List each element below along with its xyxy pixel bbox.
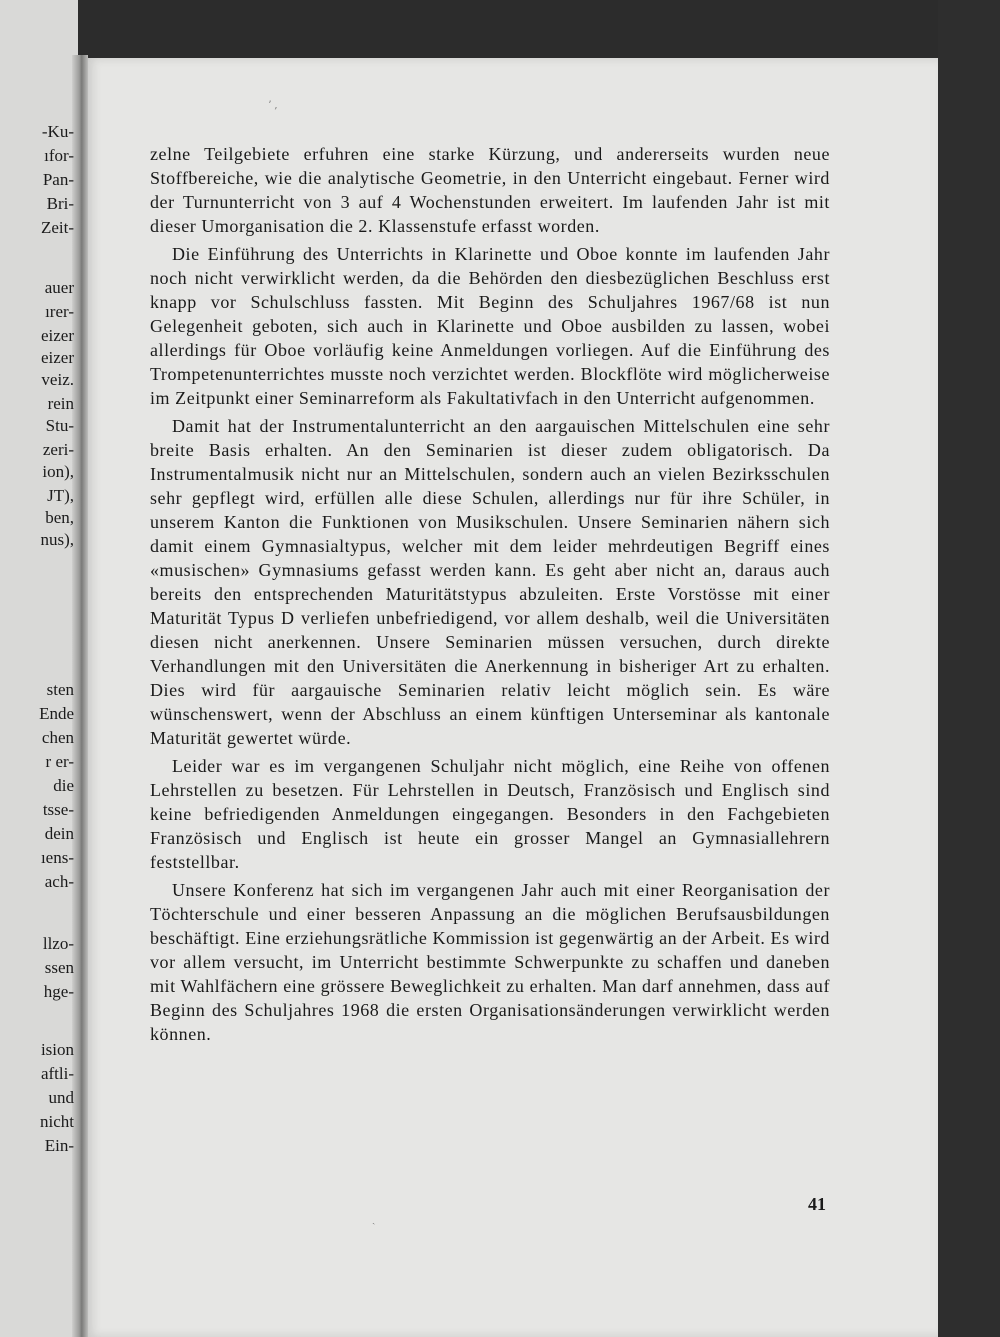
scan-speck: ʼ , <box>268 100 278 111</box>
left-fragment: Zeit- <box>40 218 74 237</box>
left-fragment: ıens- <box>40 848 74 867</box>
left-fragment: r er- <box>45 752 74 771</box>
left-fragment: ssen <box>44 958 74 977</box>
paragraph: Unsere Konferenz hat sich im vergangenen Jahr auch mit einer Reorganisation der Töchterschule und einer besseren Anpassung an die möglichen Berufsausbildungen beschäftigt. Eine erziehungsrätliche Kommission ist gegenwärtig an der Arbeit. Es wird vor allem versucht, im Unterricht bestimmte Schwerpunkte zu schaffen und daneben mit Wahlfächern eine grössere Beweglichkeit zu erhalten. Man darf annehmen, dass auf Beginn des Schuljahres 1968 die ersten Organisationsänderungen verwirklicht werden können. <box>150 880 830 1044</box>
paragraph: Die Einführung des Unterrichts in Klarinette und Oboe konnte im laufenden Jahr noch nicht verwirklicht werden, da die Behörden den diesbezüglichen Beschluss erst knapp vor Schulschluss fassten. Mit Beginn des Schuljahres 1967/68 ist nun Gelegenheit geboten, sich auch in Klarinette und Oboe ausbilden zu lassen, wobei allerdings für Oboe vorläufig keine Anmeldungen vorliegen. Auf die Einführung des Trompetenunterrichtes musste noch verzichtet werden. Blockflöte wird möglicherweise im Zeitpunkt einer Seminarreform als Fakultativfach in den Unterricht aufgenommen. <box>150 244 830 408</box>
left-fragment: zeri- <box>42 440 74 459</box>
left-fragment: hge- <box>43 982 74 1001</box>
page-number: 41 <box>808 1194 826 1214</box>
scan-background-top <box>78 0 1000 58</box>
scan-background-right <box>938 0 1000 1337</box>
left-fragment: ision <box>40 1040 74 1059</box>
left-fragment: und <box>48 1088 74 1107</box>
left-fragment: Pan- <box>42 170 74 189</box>
book-gutter <box>72 55 88 1337</box>
left-fragment: -Ku- <box>41 122 74 141</box>
left-fragment: eizer <box>40 348 74 367</box>
paragraph: Damit hat der Instrumentalunterricht an den aargauischen Mittelschulen eine sehr breite Basis erhalten. An den Seminarien ist dieser zudem obligatorisch. Da Instrumentalmusik nicht nur an Mittelschulen, sondern auch an vielen Bezirksschulen sehr gepflegt wird, erfüllen alle diese Schulen, allerdings nur für ihre Schüler, in unserem Kanton die Funktionen von Musikschulen. Unsere Seminarien nähern sich damit einem Gymnasialtypus, welcher mit dem leider mehrdeutigen Begriff eines «musischen» Gymnasiums gefasst werden kann. Es geht aber nicht an, daraus auch bereits den entsprechenden Maturitätstypus abzuleiten. Erste Vorstösse mit einer Maturität Typus D verliefen unbefriedigend, vor allem deshalb, weil die Universitäten diesen nicht anerkennen. Unsere Seminarien müssen versuchen, durch direkte Verhandlungen mit den Universitäten die Anerkennung in bisheriger Art zu erhalten. Dies wird für aargauische Seminarien relativ leicht möglich sein. Es wäre wünschenswert, wenn der Abschluss an einem künftigen Unterseminar als kantonale Maturität gewertet würde. <box>150 416 830 748</box>
left-fragment: chen <box>41 728 74 747</box>
left-fragment: veiz. <box>41 370 74 389</box>
left-fragment: ıfor- <box>44 146 74 165</box>
left-fragment: Bri- <box>46 194 74 213</box>
left-fragment: aftli- <box>40 1064 74 1083</box>
paragraph: zelne Teilgebiete erfuhren eine starke Kürzung, und andererseits wurden neue Stoffbereiche, wie die analytische Geometrie, in den Unterricht eingebaut. Ferner wird der Turnunterricht von 3 auf 4 Wochenstunden erweitert. Im laufenden Jahr ist mit dieser Umorganisation die 2. Klassenstufe erfasst worden. <box>150 144 830 236</box>
left-fragment: Ein- <box>44 1136 74 1155</box>
left-fragment: JT), <box>47 486 74 505</box>
paragraph: Leider war es im vergangenen Schuljahr nicht möglich, eine Reihe von offenen Lehrstellen zu besetzen. Für Lehrstellen in Deutsch, Französisch und Englisch sind keine befriedigenden Anmeldungen eingegangen. Besonders in den Fachgebieten Französisch und Englisch ist heute ein grosser Mangel an Gymnasiallehrern feststellbar. <box>150 756 830 872</box>
left-fragment: nicht <box>40 1112 74 1131</box>
left-fragment: tsse- <box>42 800 74 819</box>
left-fragment: nus), <box>40 530 74 549</box>
left-fragment: auer <box>44 278 74 297</box>
left-fragment: llzo- <box>42 934 74 953</box>
left-fragment: Ende <box>39 704 74 723</box>
left-fragment: ben, <box>45 508 74 527</box>
left-fragment: eizer <box>40 326 74 345</box>
left-fragment: dein <box>44 824 74 843</box>
left-fragment: sten <box>46 680 74 699</box>
body-text <box>150 142 830 1050</box>
left-fragment: ion), <box>42 462 74 481</box>
left-fragment: Stu- <box>45 416 74 435</box>
left-fragment: rein <box>47 394 74 413</box>
left-fragment: ırer- <box>45 302 74 321</box>
left-page-text-fragments <box>0 0 74 1337</box>
scan-speck: ˎ <box>372 1214 376 1225</box>
left-fragment: ach- <box>44 872 74 891</box>
left-fragment: die <box>53 776 74 795</box>
